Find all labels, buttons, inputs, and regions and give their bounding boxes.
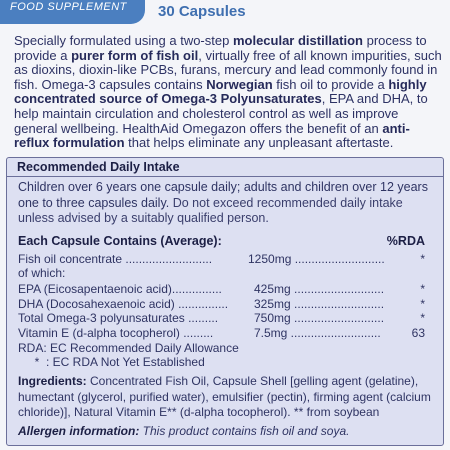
nutrient-amount: 325mg ........................... bbox=[254, 297, 385, 311]
intro-bold: molecular distillation bbox=[232, 33, 363, 48]
allergen-info bbox=[18, 424, 438, 438]
nutrient-row bbox=[18, 266, 433, 281]
allergen-text: This product contains fish oil and soya. bbox=[139, 424, 350, 438]
food-supplement-tab bbox=[0, 0, 145, 24]
nutrient-row bbox=[18, 252, 433, 267]
intro-bold: highly concentrated source of Omega-3 Polyunsaturates bbox=[14, 76, 427, 107]
nutrient-rda: * bbox=[420, 252, 425, 266]
ingredients bbox=[18, 374, 438, 421]
ingredients-label: Ingredients: bbox=[18, 374, 87, 388]
food-supplement-label: FOOD SUPPLEMENT bbox=[10, 1, 127, 13]
nutrition-panel bbox=[6, 157, 444, 446]
intro-bold: purer form of fish oil bbox=[71, 47, 199, 63]
nutrient-label: Fish oil concentrate .......................... bbox=[18, 252, 213, 266]
intake-instructions bbox=[18, 180, 433, 227]
nutrient-amount: 7.5mg ........................... bbox=[254, 326, 381, 340]
intro-text: process to provide a bbox=[14, 33, 427, 63]
nutrient-rda: 63 bbox=[411, 326, 425, 340]
panel-title: Recommended Daily Intake bbox=[17, 160, 180, 174]
ingredients-text: Concentrated Fish Oil, Capsule Shell [gelling agent (gelatine), humectant (glycerol, purified water), emulsifier (pectin), firming agent (calcium chloride)], Natural Vitamin E** (d-alpha tocopherol). ** from soybean bbox=[18, 374, 431, 419]
rda-star-legend: * : EC RDA Not Yet Established bbox=[18, 355, 205, 369]
intro-bold: Norwegian bbox=[206, 76, 273, 92]
intro-text: Specially formulated using a two-step bbox=[14, 33, 233, 48]
contents-header bbox=[18, 234, 433, 250]
nutrient-rda: * bbox=[420, 297, 425, 311]
intro-text: , virtually free of all known impurities, such as dioxins, dioxin-like PCBs, furans, mercury and lead commonly found in fish. Omega-3 capsules contains bbox=[14, 47, 442, 92]
intro-text: fish oil to provide a bbox=[272, 76, 389, 92]
nutrient-rda: * bbox=[420, 282, 425, 296]
nutrient-amount: 1250mg ........................... bbox=[248, 252, 385, 266]
capsule-count: 30 Capsules bbox=[158, 3, 246, 20]
rda-legend: RDA: EC Recommended Daily Allowance bbox=[18, 341, 239, 355]
intro-bold: anti-reflux formulation bbox=[14, 120, 410, 151]
rda-header: %RDA bbox=[386, 234, 425, 248]
nutrient-label: Vitamin E (d-alpha tocopherol) ......... bbox=[18, 326, 214, 340]
intake-warning: Do not exceed recommended daily intake unless advised by a suitably qualified person. bbox=[18, 195, 403, 225]
nutrient-row bbox=[18, 282, 433, 297]
nutrient-label: of which: bbox=[18, 266, 66, 280]
intake-main: Children over 6 years one capsule daily; adults and children over 12 years one to three capsules daily. bbox=[18, 180, 428, 210]
nutrient-label: Total Omega-3 polyunsaturates ......... bbox=[18, 311, 219, 325]
nutrient-label: EPA (Eicosapentaenoic acid)............... bbox=[18, 282, 222, 296]
nutrient-row bbox=[18, 311, 433, 326]
nutrient-row bbox=[18, 326, 433, 341]
nutrient-rda: * bbox=[420, 311, 425, 325]
allergen-label: Allergen information: bbox=[18, 424, 140, 438]
intro-text: that helps eliminate any unpleasant aftertaste. bbox=[124, 135, 394, 151]
nutrient-amount: 750mg ........................... bbox=[254, 311, 385, 325]
panel-title-bar bbox=[7, 158, 443, 177]
contents-title: Each Capsule Contains (Average): bbox=[18, 234, 222, 248]
label-header bbox=[0, 0, 450, 26]
nutrient-label: DHA (Docosahexaenoic acid) ............... bbox=[18, 297, 229, 311]
product-description bbox=[14, 34, 444, 151]
nutrient-amount: 425mg ........................... bbox=[254, 282, 385, 296]
nutrient-row bbox=[18, 297, 433, 312]
intro-text: , EPA and DHA, to help maintain circulation and cholesterol control as well as improve general wellbeing. HealthAid Omegazon offers the benefit of an bbox=[14, 91, 428, 136]
